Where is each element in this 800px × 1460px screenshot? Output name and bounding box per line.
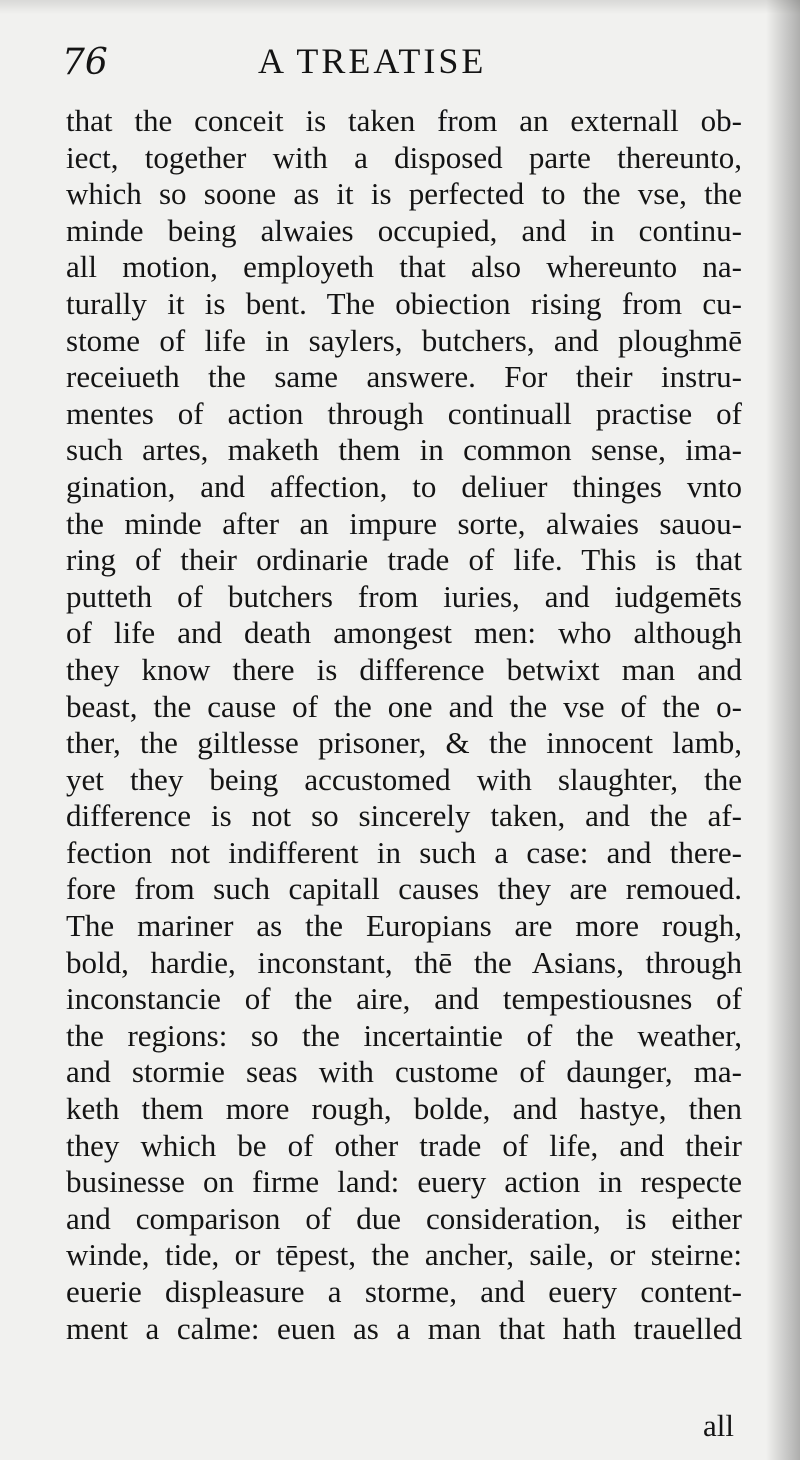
text-line: of life and death amongest men: who although	[66, 615, 742, 651]
page-edge-shadow	[766, 0, 800, 1460]
text-line: The mariner as the Europians are more rough,	[66, 908, 742, 944]
page-top-shadow	[0, 0, 800, 14]
text-line: bold, hardie, inconstant, thē the Asians, through	[66, 944, 742, 980]
text-line: putteth of butchers from iuries, and iudgemēts	[66, 578, 742, 614]
text-line: turally it is bent. The obiection rising from cu-	[66, 285, 742, 321]
text-line: winde, tide, or tēpest, the ancher, saile, or steirne:	[66, 1237, 742, 1273]
text-line: ring of their ordinarie trade of life. This is that	[66, 542, 742, 578]
text-line: beast, the cause of the one and the vse of the o-	[66, 688, 742, 724]
text-line: minde being alwaies occupied, and in continu-	[66, 212, 742, 248]
text-line: inconstancie of the aire, and tempestiousnes of	[66, 981, 742, 1017]
running-head	[62, 38, 738, 88]
text-line: such artes, maketh them in common sense, ima-	[66, 432, 742, 468]
text-line: businesse on firme land: euery action in respecte	[66, 1164, 742, 1200]
body-text	[66, 103, 742, 1347]
text-line: yet they being accustomed with slaughter, the	[66, 761, 742, 797]
text-line: and stormie seas with custome of daunger, ma-	[66, 1054, 742, 1090]
text-line: stome of life in saylers, butchers, and ploughmē	[66, 322, 742, 358]
text-line: and comparison of due consideration, is either	[66, 1200, 742, 1236]
text-line: they know there is difference betwixt man and	[66, 651, 742, 687]
catchword: all	[703, 1408, 734, 1443]
text-line: keth them more rough, bolde, and hastye, then	[66, 1091, 742, 1127]
text-line: ment a calme: euen as a man that hath trauelled	[66, 1310, 742, 1346]
text-line: gination, and affection, to deliuer thinges vnto	[66, 468, 742, 504]
page-number: 76	[62, 42, 108, 83]
text-line: that the conceit is taken from an externall ob-	[66, 103, 742, 138]
running-title: A TREATISE	[258, 41, 487, 81]
text-line: mentes of action through continuall practise of	[66, 395, 742, 431]
text-line: fection not indifferent in such a case: and there-	[66, 834, 742, 870]
text-line: the regions: so the incertaintie of the weather,	[66, 1017, 742, 1053]
text-line: which so soone as it is perfected to the vse, the	[66, 176, 742, 212]
text-line: they which be of other trade of life, and their	[66, 1127, 742, 1163]
text-line: difference is not so sincerely taken, and the af-	[66, 798, 742, 834]
text-line: the minde after an impure sorte, alwaies sauou-	[66, 505, 742, 541]
text-line: ther, the giltlesse prisoner, & the innocent lamb,	[66, 725, 742, 761]
text-line: iect, together with a disposed parte thereunto,	[66, 139, 742, 175]
text-line: all motion, employeth that also whereunto na-	[66, 249, 742, 285]
text-line: euerie displeasure a storme, and euery content-	[66, 1274, 742, 1309]
text-line: receiueth the same answere. For their instru-	[66, 359, 742, 395]
text-line: fore from such capitall causes they are remoued.	[66, 871, 742, 907]
